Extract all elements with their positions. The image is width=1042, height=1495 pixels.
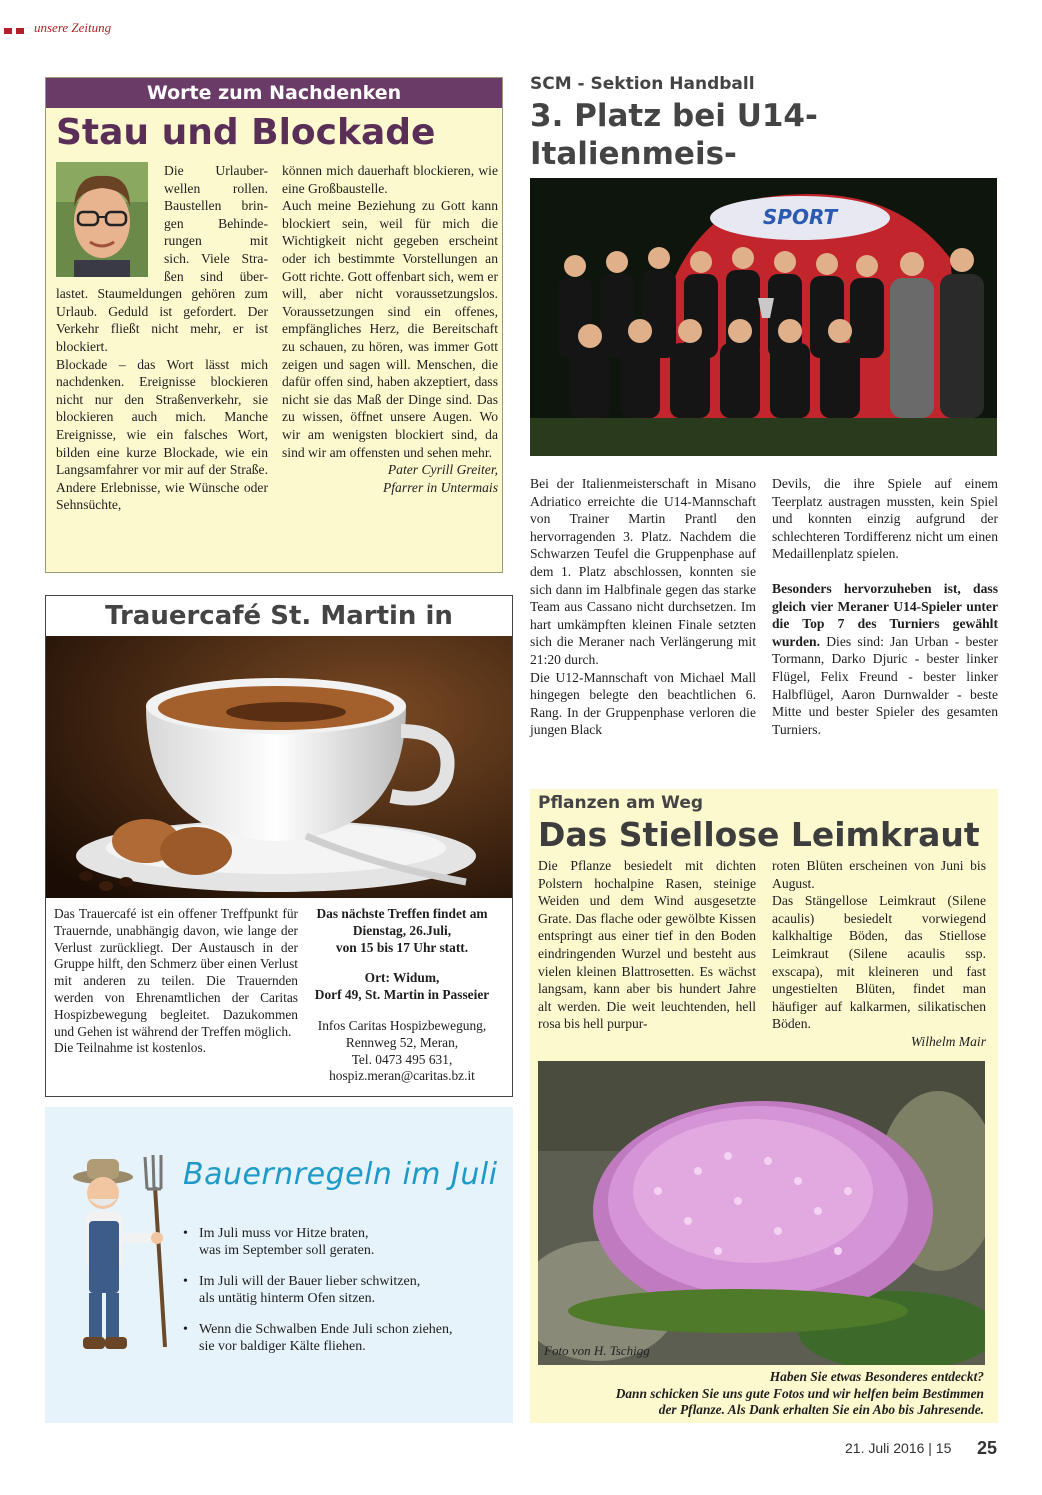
paragraph: Devils, die ihre Spiele auf einem Teerplatz austragen mussten, kein Spiel und konnten einzig aufgrund der schlechteren Tordifferenz nicht um einen Medaillenplatz spielen. xyxy=(772,476,998,562)
text-line: Das nächste Treffen findet am xyxy=(316,906,488,921)
text-line: Baustellen brin- xyxy=(164,198,268,214)
author-name: Wilhelm Mair xyxy=(910,1033,986,1049)
photo-banner-text: SPORT xyxy=(762,205,838,229)
text-line: Haben Sie etwas Besonderes entdeckt? xyxy=(769,1369,984,1384)
paragraph: Das Stängellose Leimkraut (Silene acaulis) besiedelt vorwiegend kalkhaltige Böden, das Stiellose Leimkraut (Silene acaulis ssp. exscapa), mit kleineren und fast ungestielten Blüten, findet man häufiger auf kalkarmen, silikatischen Böden. xyxy=(772,893,986,1032)
bauernregeln-title: Bauernregeln im Juli xyxy=(183,1157,498,1192)
text-line: Ort: Widum, xyxy=(364,970,440,986)
pflanzen-column-2 xyxy=(772,857,986,1051)
text-line: Die Urlauber- xyxy=(164,163,268,178)
body-text: Dies sind: Jan Urban - bester Tormann, Darko Djuric - bester linker Flügel, Felix Freund - bester linker Halbflügel, Aaron Durnwalder - beste Mitte und bester Spieler des gesamten Turniers. xyxy=(772,633,998,737)
text-line: rungen mit xyxy=(164,233,268,249)
paragraph: Das Trauercafé ist ein offener Treffpunkt für Trauernde, unabhängig davon, wie lange der Verlust zurückliegt. Der Austausch in der Gruppe hilft, den Schmerz über einen Verlust mit anderen zu teilen. Die Trauernden werden von Ehrenamtlichen der Caritas Hospizbewegung begleitet. Dazukommen und Gehen ist während der Treffen möglich. xyxy=(54,906,298,1039)
team-photo xyxy=(530,178,997,456)
worte-title: Stau und Blockade xyxy=(56,112,436,153)
text-line: • Im Juli muss vor Hitze braten, xyxy=(199,1226,369,1241)
paragraph: roten Blüten erscheinen von Juni bis August. xyxy=(772,858,986,891)
text-line: Dann schicken Sie uns gute Fotos und wir helfen beim Bestimmen xyxy=(615,1385,984,1401)
text-line: von 15 bis 17 Uhr statt. xyxy=(335,939,469,955)
text-line: sie vor baldiger Kälte fliehen. xyxy=(199,1339,366,1354)
text-line: 3. Platz bei U14-Italienmeis- xyxy=(530,98,818,172)
handball-column-2 xyxy=(772,475,998,738)
brand-mark xyxy=(16,28,24,34)
text-line: wellen rollen. xyxy=(164,180,268,196)
worte-box xyxy=(45,77,503,573)
paragraph: Die Teilnahme ist kostenlos. xyxy=(54,1040,207,1056)
paragraph: lastet. Staumeldungen gehören zum Urlaub. Geduld ist gefordert. Der Verkehr fließt nicht mehr, er ist blockiert. xyxy=(56,286,268,354)
text-line: sich. Viele Stra- xyxy=(164,250,268,266)
trauercafe-details xyxy=(300,906,504,1085)
text-line: Infos Caritas Hospizbewegung, xyxy=(317,1017,487,1033)
paragraph: Blockade – das Wort lässt mich nachdenken. Ereignisse blockieren nicht nur den Straßenverkehr, sie blockieren auch mich. Manche Ereignisse, wie ein falsches Wort, bilden eine kurze Blockade, wie ein Langsamfahrer vor mir auf der Straße. Andere Erlebnisse, wie Wünsche oder Sehnsüchte, xyxy=(56,356,268,513)
worte-column-2 xyxy=(282,162,498,496)
text-line: Dorf 49, St. Martin in Passeier xyxy=(314,987,490,1003)
text-line: gen Behinde- xyxy=(164,215,268,231)
highlight-text: Besonders hervorzuheben ist, dass gleich vier Meraner U14-Spieler unter die Top 7 des Turniers gewählt wurden. xyxy=(772,580,998,649)
bauernregeln-list xyxy=(183,1225,503,1369)
brand-mark xyxy=(4,28,12,34)
text-line: • Wenn die Schwalben Ende Juli schon ziehen, xyxy=(199,1322,453,1337)
paragraph xyxy=(772,580,998,738)
text-line: was im September soll geraten. xyxy=(199,1243,375,1258)
photo-credit: Foto von H. Tschigg xyxy=(544,1343,650,1358)
pflanzen-kicker: Pflanzen am Weg xyxy=(538,793,704,813)
text-line: Tel. 0473 495 631, xyxy=(351,1051,453,1067)
trauercafe-body xyxy=(54,906,298,1057)
location xyxy=(300,970,504,1004)
handball-kicker: SCM - Sektion Handball xyxy=(530,74,755,94)
paragraph: Die U12-Mannschaft von Michael Mall hingegen belegte den beachtlichen 6. Rang. In der Gruppenphase verloren die jungen Black xyxy=(530,669,756,738)
author-name: Pater Cyrill Greiter, xyxy=(387,462,498,478)
contact-info xyxy=(300,1018,504,1085)
trauercafe-box xyxy=(45,595,513,1097)
list-item xyxy=(183,1225,503,1259)
author-role: Pfarrer in Untermais xyxy=(382,479,498,495)
pflanzen-title: Das Stiellose Leimkraut xyxy=(538,815,980,854)
email-text: hospiz.meran@caritas.bz.it xyxy=(329,1068,475,1084)
paragraph: Bei der Italienmeisterschaft in Misano Adriatico erreichte die U14-Mannschaft von Trainer Martin Prantl den hervorragenden 3. Platz. Nachdem die Schwarzen Teufel die Gruppenphase auf dem 1. Platz abschlossen, konnten sie sich dann im Halbfinale gegen das starke Team aus Cassano nicht durchsetzen. Im hart umkämpften kleinen Finale setzten sich die Meraner nach Verlängerung mit 21:20 durch. xyxy=(530,476,756,667)
farmer-illustration xyxy=(67,1147,177,1357)
worte-column-1 xyxy=(56,162,268,514)
worte-banner: Worte zum Nachdenken xyxy=(46,78,502,108)
coffee-cup-photo xyxy=(46,636,512,898)
paragraph: können mich dauerhaft blockieren, wie eine Großbaustelle. xyxy=(282,163,498,196)
paragraph: Auch meine Beziehung zu Gott kann blockiert sein, weil für mich die Wichtigkeit nicht gegeben erscheint oder ich bestimmte Vorstellungen an Gott richte. Gott offenbart sich, wem er will, aber nicht voraussetzungslos. Voraussetzungen sind ein offenes, empfängliches Herz, die Bereitschaft zu schauen, zu hören, was immer Gott zeigen und sagen will. Menschen, die dafür offen sind, haben akzeptiert, dass nicht sie das Maß der Dinge sind. Das zu wissen, öffnet unsere Augen. Wo wir am wenigsten blockiert sind, da sind wir am offensten und sehen mehr. xyxy=(282,198,498,460)
text-line: ßen sind über- xyxy=(164,268,268,284)
flower-photo xyxy=(538,1061,985,1365)
publication-name: unsere Zeitung xyxy=(34,20,112,35)
text-line: Rennweg 52, Meran, xyxy=(345,1034,459,1050)
pflanzen-box xyxy=(530,789,998,1423)
text-line: • Im Juli will der Bauer lieber schwitzen, xyxy=(199,1274,421,1289)
next-meeting xyxy=(300,906,504,956)
trauercafe-title: Trauercafé St. Martin in xyxy=(105,601,453,631)
text-line: Dienstag, 26.Juli, xyxy=(352,922,452,938)
list-item xyxy=(183,1273,503,1307)
text-line: der Pflanze. Als Dank erhalten Sie ein Abo bis Jahresende. xyxy=(658,1402,984,1417)
reader-note xyxy=(538,1369,984,1419)
paragraph: Die Pflanze besiedelt mit dichten Polstern hochalpine Rasen, steinige Weiden und dem Wind ausgesetzte Grate. Das flache oder gewölbte Kissen entspringt aus einer tief in den Boden eindringenden Wurzel und besteht aus vielen kleinen Blattrosetten. Es wächst langsam, kann aber bis hundert Jahre alt werden. Die weit leuchtenden, hell rosa bis hell purpur- xyxy=(538,858,756,1032)
page-number: 25 xyxy=(977,1438,998,1458)
pflanzen-column-1 xyxy=(538,857,756,1033)
list-item xyxy=(183,1321,503,1355)
text-line: als untätig hinterm Ofen sitzen. xyxy=(199,1291,376,1306)
bauernregeln-box xyxy=(45,1107,513,1423)
issue-date: 21. Juli 2016 | 15 xyxy=(845,1440,952,1456)
handball-column-1 xyxy=(530,475,756,739)
